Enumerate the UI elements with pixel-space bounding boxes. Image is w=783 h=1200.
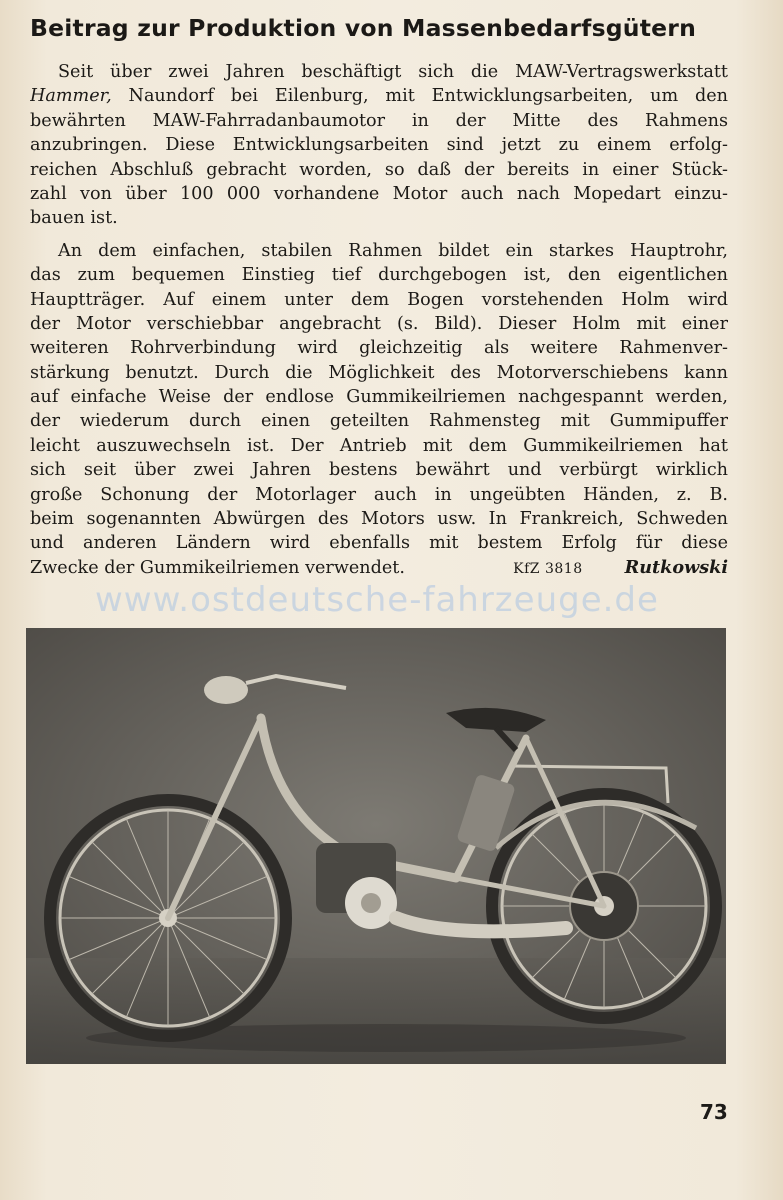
text-line: weiteren Rohrverbindung wird gleichzeitig als weitere Rahmenver- (30, 338, 728, 359)
text-line: Zwecke der Gummikeilriemen verwendet. (30, 557, 405, 578)
workshop-name: Hammer, (30, 86, 112, 107)
text-line: auf einfache Weise der endlose Gummikeilriemen nachgespannt werden, (30, 387, 728, 408)
page-number: 73 (700, 1100, 728, 1124)
text-line: Seit über zwei Jahren beschäftigt sich die MAW-Vertragswerkstatt (58, 62, 728, 82)
reference-code: KfZ 3818 (513, 560, 583, 577)
article-credits (513, 556, 728, 580)
author-name: Rutkowski (624, 556, 728, 578)
text-line: anzubringen. Diese Entwicklungsarbeiten sind jetzt zu einem erfolg- (30, 135, 728, 156)
text-line: stärkung benutzt. Durch die Möglichkeit des Motorverschiebens kann (30, 362, 728, 383)
moped-illustration (26, 628, 726, 1064)
article-title: Beitrag zur Produktion von Massenbedarfsgütern (30, 14, 696, 42)
text-line: Hauptträger. Auf einem unter dem Bogen vorstehenden Holm wird (30, 289, 728, 310)
text-line: das zum bequemen Einstieg tief durchgebogen ist, den eigentlichen (30, 265, 728, 286)
text-line: leicht auszuwechseln ist. Der Antrieb mit dem Gummikeilriemen hat (30, 435, 728, 456)
text-line: der Motor verschiebbar angebracht (s. Bild). Dieser Holm mit einer (30, 313, 728, 334)
text-line-rest: Naundorf bei Eilenburg, mit Entwicklungsarbeiten, um den (128, 86, 728, 107)
closing-line (30, 556, 728, 580)
paragraph-gap (30, 231, 728, 239)
text-line: große Schonung der Motorlager auch in ungeübten Händen, z. B. (30, 484, 728, 505)
text-line: beim sogenannten Abwürgen des Motors usw. In Frankreich, Schweden (30, 509, 728, 530)
text-line: reichen Abschluß gebracht worden, so daß der bereits in einer Stück- (30, 159, 728, 180)
text-line: der wiederum durch einen geteilten Rahmensteg mit Gummipuffer (30, 411, 728, 432)
headlamp-icon (204, 676, 248, 704)
text-line: sich seit über zwei Jahren bestens bewährt und verbürgt wirklich (30, 460, 728, 481)
text-line (30, 84, 728, 108)
text-line: und anderen Ländern wird ebenfalls mit bestem Erfolg für diese (30, 533, 728, 554)
paragraph-1 (30, 60, 728, 231)
article-body (30, 60, 728, 580)
text-line: zahl von über 100 000 vorhandene Motor auch nach Mopedart einzu- (30, 183, 728, 204)
text-line: bewährten MAW-Fahrradanbaumotor in der Mitte des Rahmens (30, 110, 728, 131)
text-line: An dem einfachen, stabilen Rahmen bildet ein starkes Hauptrohr, (58, 240, 728, 261)
moped-photo (26, 628, 726, 1064)
text-line: bauen ist. (30, 208, 118, 229)
paragraph-2 (30, 239, 728, 580)
website-watermark: www.ostdeutsche-fahrzeuge.de (95, 580, 659, 620)
